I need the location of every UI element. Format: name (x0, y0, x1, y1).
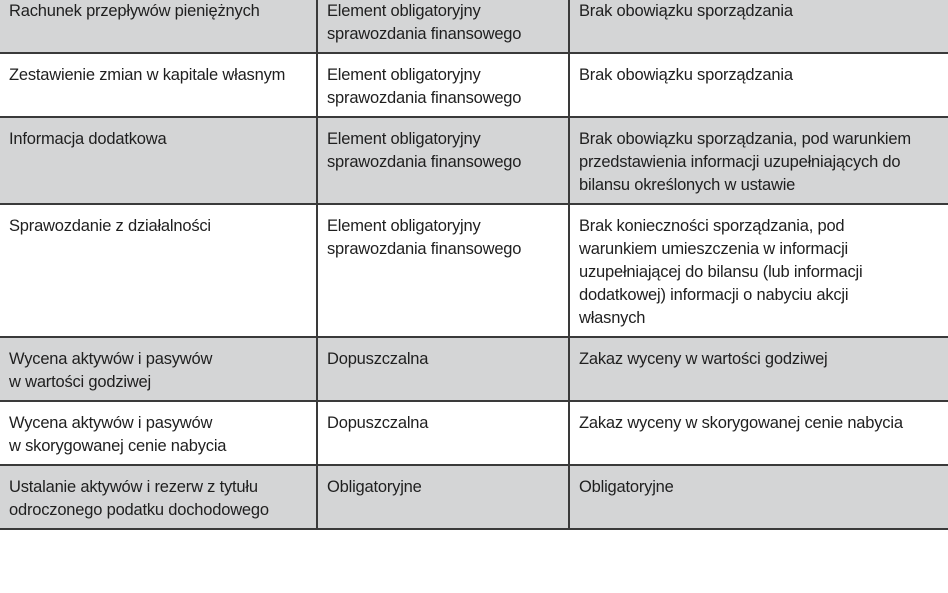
table-cell: Zakaz wyceny w skorygowanej cenie nabycia (569, 401, 948, 465)
table-cell: Element obligatoryjny sprawozdania finansowego (317, 53, 569, 117)
table-cell: Obligatoryjne (569, 465, 948, 529)
table-row (0, 0, 948, 53)
table-cell: Element obligatoryjny sprawozdania finansowego (317, 117, 569, 204)
table-cell: Obligatoryjne (317, 465, 569, 529)
table-row (0, 401, 948, 465)
row-label-cell: Rachunek przepływów pieniężnych (0, 0, 317, 53)
table-cell: Element obligatoryjny sprawozdania finansowego (317, 0, 569, 53)
row-label-cell: Sprawozdanie z działalności (0, 204, 317, 337)
table-cell: Brak obowiązku sporządzania, pod warunkiem przedstawienia informacji uzupełniających do bilansu określonych w ustawie (569, 117, 948, 204)
table-row (0, 117, 948, 204)
row-label-cell: Ustalanie aktywów i rezerw z tytułu odroczonego podatku dochodowego (0, 465, 317, 529)
row-label-cell: Zestawienie zmian w kapitale własnym (0, 53, 317, 117)
table-row (0, 337, 948, 401)
row-label-cell: Wycena aktywów i pasywów w skorygowanej cenie nabycia (0, 401, 317, 465)
table-cell: Brak obowiązku sporządzania (569, 0, 948, 53)
table-cell: Zakaz wyceny w wartości godziwej (569, 337, 948, 401)
table-cell: Dopuszczalna (317, 401, 569, 465)
table-row (0, 204, 948, 337)
table-cell: Brak obowiązku sporządzania (569, 53, 948, 117)
table-row (0, 53, 948, 117)
table-row (0, 465, 948, 529)
row-label-cell: Wycena aktywów i pasywów w wartości godziwej (0, 337, 317, 401)
table-cell: Dopuszczalna (317, 337, 569, 401)
table-cell: Element obligatoryjny sprawozdania finansowego (317, 204, 569, 337)
table-cell: Brak konieczności sporządzania, pod warunkiem umieszczenia w informacji uzupełniającej do bilansu (lub informacji dodatkowej) informacji o nabyciu akcji własnych (569, 204, 948, 337)
row-label-cell: Informacja dodatkowa (0, 117, 317, 204)
